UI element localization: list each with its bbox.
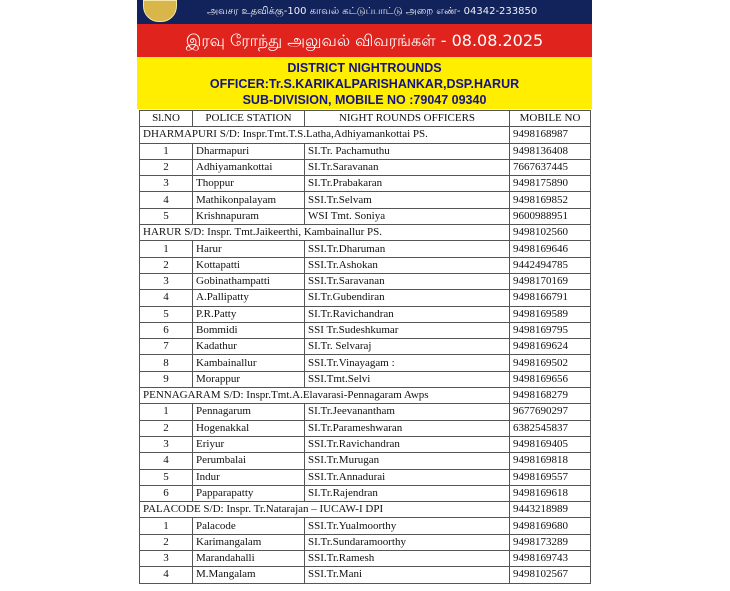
serial-cell: 4 — [140, 290, 193, 306]
officer-cell: SSI.Tr.Ravichandran — [305, 436, 510, 452]
night-rounds-document — [137, 0, 592, 591]
station-cell: Eriyur — [193, 436, 305, 452]
table-row — [140, 339, 591, 355]
table-row — [140, 534, 591, 550]
officer-cell: SSI.Tr.Yualmoorthy — [305, 518, 510, 534]
serial-cell: 4 — [140, 453, 193, 469]
night-rounds-table — [139, 110, 591, 584]
table-row — [140, 551, 591, 567]
officer-cell: SI.Tr.Gubendiran — [305, 290, 510, 306]
officer-cell: SI.Tr. Pachamuthu — [305, 143, 510, 159]
officer-line-2: OFFICER:Tr.S.KARIKALPARISHANKAR,DSP.HARUR — [209, 77, 520, 91]
table-row — [140, 322, 591, 338]
officer-cell: SI.Tr.Saravanan — [305, 159, 510, 175]
officer-cell: SSI.Tr.Selvam — [305, 192, 510, 208]
officer-cell: SSI.Tr.Annadurai — [305, 469, 510, 485]
section-mobile: 9498102560 — [510, 225, 591, 241]
serial-cell: 4 — [140, 192, 193, 208]
station-cell: Pennagarum — [193, 404, 305, 420]
station-cell: Papparapatty — [193, 485, 305, 501]
mobile-cell: 9498175890 — [510, 176, 591, 192]
table-row — [140, 453, 591, 469]
officer-cell: SI.Tr.Parameshwaran — [305, 420, 510, 436]
serial-cell: 1 — [140, 143, 193, 159]
mobile-cell: 9498169743 — [510, 551, 591, 567]
section-row — [140, 225, 591, 241]
serial-cell: 5 — [140, 306, 193, 322]
table-header-row — [140, 111, 591, 127]
officer-cell: SI.Tr. Selvaraj — [305, 339, 510, 355]
table-row — [140, 257, 591, 273]
officer-cell: SI.Tr.Jeevanantham — [305, 404, 510, 420]
header-slno: Sl.NO — [140, 111, 193, 127]
station-cell: Kottapatti — [193, 257, 305, 273]
table-row — [140, 208, 591, 224]
header-police-station: POLICE STATION — [193, 111, 305, 127]
officer-cell: SSI.Tr.Saravanan — [305, 273, 510, 289]
header-strip — [137, 0, 592, 24]
mobile-cell: 9498169502 — [510, 355, 591, 371]
section-row — [140, 127, 591, 143]
table-row — [140, 420, 591, 436]
table-row — [140, 192, 591, 208]
station-cell: Kambainallur — [193, 355, 305, 371]
mobile-cell: 9498169646 — [510, 241, 591, 257]
station-cell: Morappur — [193, 371, 305, 387]
header-mobile: MOBILE NO — [510, 111, 591, 127]
officer-cell: WSI Tmt. Soniya — [305, 208, 510, 224]
mobile-cell: 9442494785 — [510, 257, 591, 273]
serial-cell: 1 — [140, 241, 193, 257]
serial-cell: 3 — [140, 273, 193, 289]
serial-cell: 2 — [140, 420, 193, 436]
officer-cell: SI.Tr.Prabakaran — [305, 176, 510, 192]
mobile-cell: 9498136408 — [510, 143, 591, 159]
station-cell: Krishnapuram — [193, 208, 305, 224]
serial-cell: 6 — [140, 322, 193, 338]
station-cell: Thoppur — [193, 176, 305, 192]
police-emblem-icon — [143, 0, 177, 22]
mobile-cell: 9600988951 — [510, 208, 591, 224]
station-cell: Hogenakkal — [193, 420, 305, 436]
section-row — [140, 502, 591, 518]
officer-cell: SSI Tr.Sudeshkumar — [305, 322, 510, 338]
mobile-cell: 6382545837 — [510, 420, 591, 436]
mobile-cell: 9498169852 — [510, 192, 591, 208]
mobile-cell: 9498170169 — [510, 273, 591, 289]
table-row — [140, 355, 591, 371]
mobile-cell: 9677690297 — [510, 404, 591, 420]
station-cell: Harur — [193, 241, 305, 257]
mobile-cell: 9498169618 — [510, 485, 591, 501]
table-row — [140, 143, 591, 159]
table-row — [140, 436, 591, 452]
station-cell: Perumbalai — [193, 453, 305, 469]
station-cell: Gobinathampatti — [193, 273, 305, 289]
mobile-cell: 9498169589 — [510, 306, 591, 322]
station-cell: Dharmapuri — [193, 143, 305, 159]
table-row — [140, 290, 591, 306]
serial-cell: 5 — [140, 469, 193, 485]
section-mobile: 9498168279 — [510, 388, 591, 404]
mobile-cell: 9498169680 — [510, 518, 591, 534]
station-cell: P.R.Patty — [193, 306, 305, 322]
table-row — [140, 518, 591, 534]
serial-cell: 1 — [140, 518, 193, 534]
mobile-cell: 9498173289 — [510, 534, 591, 550]
officer-cell: SSI.Tr.Ramesh — [305, 551, 510, 567]
station-cell: M.Mangalam — [193, 567, 305, 583]
station-cell: A.Pallipatty — [193, 290, 305, 306]
table-row — [140, 273, 591, 289]
table-row — [140, 567, 591, 583]
table-row — [140, 469, 591, 485]
station-cell: Bommidi — [193, 322, 305, 338]
station-cell: Marandahalli — [193, 551, 305, 567]
serial-cell: 9 — [140, 371, 193, 387]
serial-cell: 3 — [140, 176, 193, 192]
table-row — [140, 485, 591, 501]
table-row — [140, 306, 591, 322]
helpline-text: அவசர உதவிக்கு-100 காவல் கட்டுப்பாட்டு அறை எண்- 04342-233850 — [207, 6, 538, 17]
officer-cell: SI.Tr.Ravichandran — [305, 306, 510, 322]
serial-cell: 1 — [140, 404, 193, 420]
officer-cell: SSI.Tr.Dharuman — [305, 241, 510, 257]
officer-cell: SI.Tr.Rajendran — [305, 485, 510, 501]
station-cell: Palacode — [193, 518, 305, 534]
section-title: DHARMAPURI S/D: Inspr.Tmt.T.S.Latha,Adhiyamankottai PS. — [140, 127, 510, 143]
mobile-cell: 9498169557 — [510, 469, 591, 485]
station-cell: Indur — [193, 469, 305, 485]
mobile-cell: 9498169795 — [510, 322, 591, 338]
table-row — [140, 241, 591, 257]
station-cell: Mathikonpalayam — [193, 192, 305, 208]
serial-cell: 2 — [140, 257, 193, 273]
mobile-cell: 9498169624 — [510, 339, 591, 355]
banner-title: இரவு ரோந்து அலுவல் விவரங்கள் - 08.08.2025 — [137, 24, 592, 57]
officer-box — [137, 57, 592, 109]
officer-cell: SSI.Tr.Vinayagam : — [305, 355, 510, 371]
serial-cell: 8 — [140, 355, 193, 371]
table-row — [140, 404, 591, 420]
officer-cell: SSI.Tr.Ashokan — [305, 257, 510, 273]
header-officers: NIGHT ROUNDS OFFICERS — [305, 111, 510, 127]
station-cell: Karimangalam — [193, 534, 305, 550]
station-cell: Kadathur — [193, 339, 305, 355]
serial-cell: 3 — [140, 436, 193, 452]
mobile-cell: 9498169405 — [510, 436, 591, 452]
section-title: HARUR S/D: Inspr. Tmt.Jaikeerthi, Kambainallur PS. — [140, 225, 510, 241]
mobile-cell: 9498166791 — [510, 290, 591, 306]
serial-cell: 5 — [140, 208, 193, 224]
section-title: PENNAGARAM S/D: Inspr.Tmt.A.Elavarasi-Pennagaram Awps — [140, 388, 510, 404]
mobile-cell: 9498169656 — [510, 371, 591, 387]
table-row — [140, 159, 591, 175]
table-body — [140, 127, 591, 583]
serial-cell: 4 — [140, 567, 193, 583]
officer-cell: SSI.Tmt.Selvi — [305, 371, 510, 387]
section-mobile: 9443218989 — [510, 502, 591, 518]
section-row — [140, 388, 591, 404]
mobile-cell: 9498102567 — [510, 567, 591, 583]
officer-cell: SSI.Tr.Murugan — [305, 453, 510, 469]
officer-line-3: SUB-DIVISION, MOBILE NO :79047 09340 — [242, 93, 487, 107]
mobile-cell: 9498169818 — [510, 453, 591, 469]
section-title: PALACODE S/D: Inspr. Tr.Natarajan – IUCAW-I DPI — [140, 502, 510, 518]
station-cell: Adhiyamankottai — [193, 159, 305, 175]
table-row — [140, 176, 591, 192]
mobile-cell: 7667637445 — [510, 159, 591, 175]
serial-cell: 2 — [140, 159, 193, 175]
serial-cell: 6 — [140, 485, 193, 501]
officer-cell: SSI.Tr.Mani — [305, 567, 510, 583]
serial-cell: 2 — [140, 534, 193, 550]
section-mobile: 9498168987 — [510, 127, 591, 143]
serial-cell: 7 — [140, 339, 193, 355]
table-row — [140, 371, 591, 387]
serial-cell: 3 — [140, 551, 193, 567]
officer-line-1: DISTRICT NIGHTROUNDS — [287, 61, 442, 75]
officer-cell: SI.Tr.Sundaramoorthy — [305, 534, 510, 550]
